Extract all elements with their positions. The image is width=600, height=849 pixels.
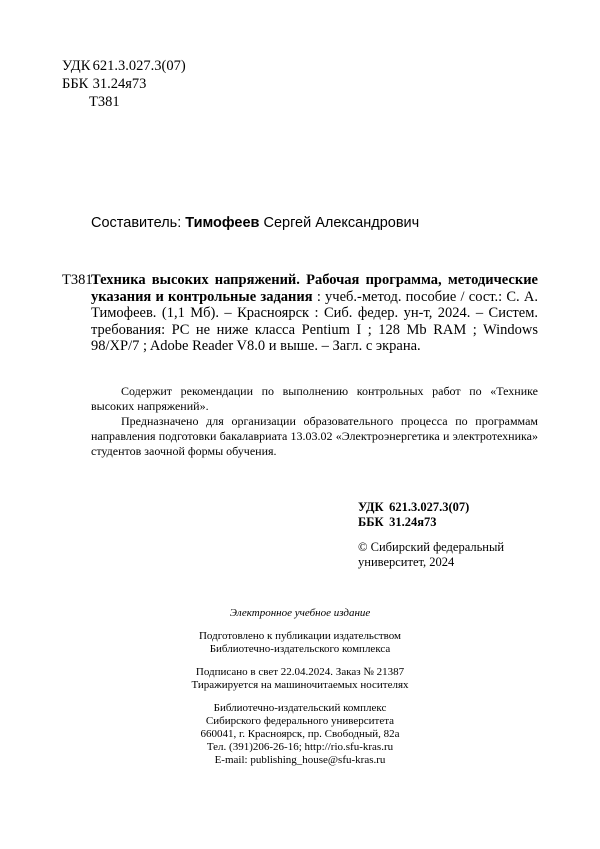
imprint-line: 660041, г. Красноярск, пр. Свободный, 82а [200,728,400,740]
imprint-line: E-mail: publishing_house@sfu-kras.ru [214,754,386,766]
imprint-line: Тел. (391)206-26-16; http://rio.sfu-kras.ru [206,741,394,753]
author-mark: Т381 [89,94,120,110]
codes-udk-value: 621.3.027.3(07) [389,500,470,514]
classification-block [62,57,186,111]
codes-bbk-row [358,515,469,530]
annotation-paragraph: Содержит рекомендации по выполнению контрольных работ по «Технике высоких напряжений». [91,384,538,413]
bib-description [91,272,538,355]
bbk-key: ББК [62,76,89,92]
codes-udk-row [358,500,469,515]
bbk-value: 31.24я73 [92,76,147,92]
edition-type: Электронное учебное издание [229,607,371,619]
imprint-line: Подготовлено к публикации издательством [198,630,402,642]
bib-title: Техника высоких напряжений. Рабочая программа, методические указания и контрольные задания [91,272,538,305]
compiler-label: Составитель: [91,215,182,231]
copyright-line: университет, 2024 [358,555,455,569]
copyright-notice [358,540,504,570]
classification-codes [358,500,469,530]
udk-key: УДК [62,58,91,74]
bibliographic-record [62,272,538,355]
imprint-line: Сибирского федерального университета [205,715,395,727]
codes-bbk-key: ББК [358,515,384,529]
codes-udk-key: УДК [358,500,384,514]
compiler-given-names: Сергей Александрович [263,215,420,231]
annotation [91,384,538,459]
imprint-line: Подписано в свет 22.04.2024. Заказ № 21387 [195,666,405,678]
imprint-spacer [150,656,450,666]
imprint-line: Библиотечно-издательского комплекса [209,643,391,655]
imprint-block [150,607,450,767]
annotation-paragraph: Предназначено для организации образовательного процесса по программам направления подготовки бакалавриата 13.03.02 «Электроэнергетика и электротехника» студентов заочной формы обучения. [91,414,538,458]
imprint-line: Тиражируется на машиночитаемых носителях [191,679,409,691]
udk-row [62,57,186,75]
codes-bbk-value: 31.24я73 [389,515,437,529]
udk-value: 621.3.027.3(07) [92,58,186,74]
copyright-line: © Сибирский федеральный [358,540,505,554]
compiler-line [91,215,419,231]
imprint-line: Библиотечно-издательский комплекс [213,702,387,714]
bbk-row [62,75,186,93]
imprint-spacer [150,692,450,702]
bib-details: : учеб.-метод. пособие / сост.: С. А. Тимофеев. (1,1 Мб). – Красноярск : Сиб. федер. ун-т, 2024. – Систем. требования: PC не ниже класса Pentium I ; 128 Mb RAM ; Windows 98/XP/7 ; Adobe Reader V8.0 и выше. – Загл. с экрана. [91,288,538,354]
bib-author-mark: Т381 [62,272,93,288]
compiler-surname: Тимофеев [185,215,260,231]
